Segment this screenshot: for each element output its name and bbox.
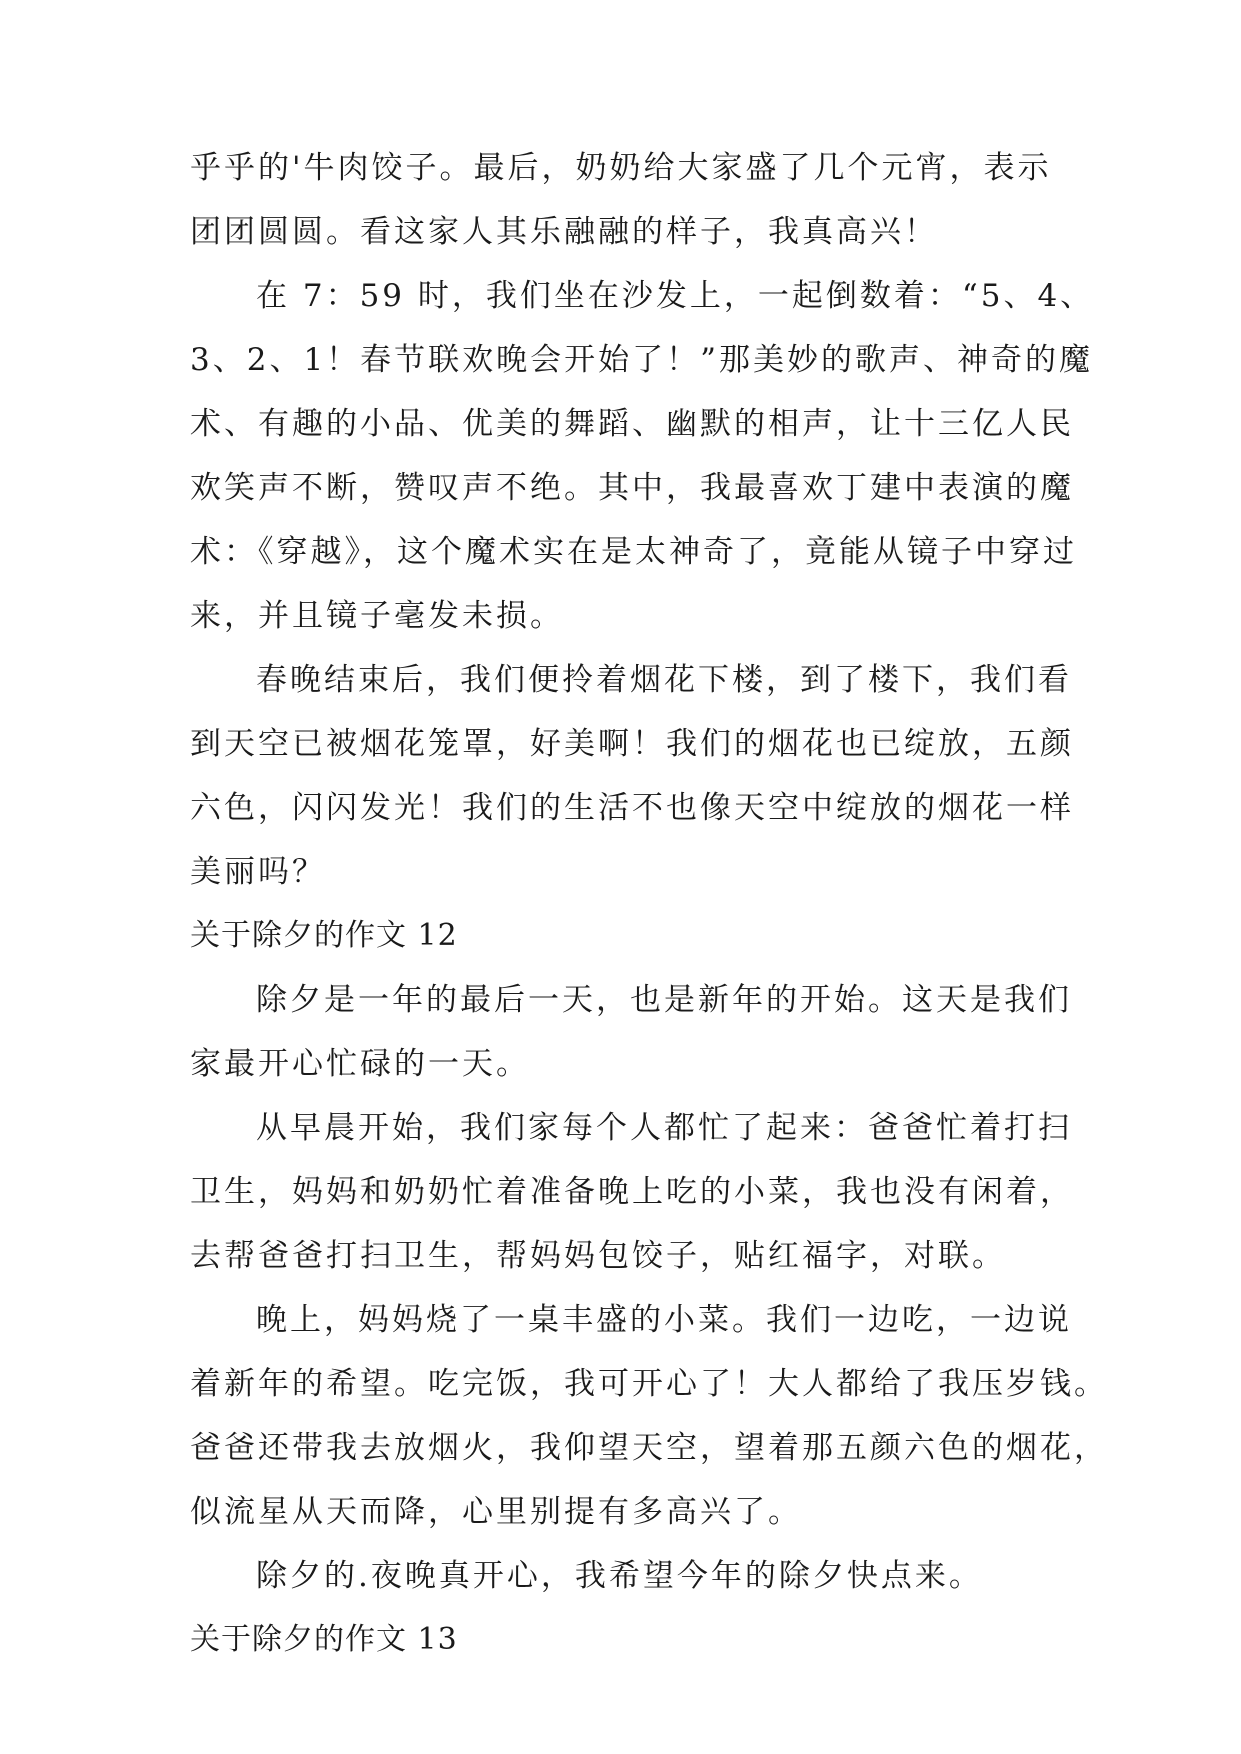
body-line: 似流星从天而降，心里别提有多高兴了。: [190, 1494, 802, 1530]
paragraph-start-line: 在 7：59 时，我们坐在沙发上，一起倒数着：“5、4、: [256, 278, 1095, 314]
section-heading: 关于除夕的作文 13: [190, 1622, 458, 1657]
body-line: 爸爸还带我去放烟火，我仰望天空，望着那五颜六色的烟花，: [190, 1430, 1108, 1466]
paragraph-start-line: 除夕的.夜晚真开心，我希望今年的除夕快点来。: [256, 1558, 983, 1594]
body-line: 六色，闪闪发光！我们的生活不也像天空中绽放的烟花一样: [190, 790, 1074, 826]
body-line: 美丽吗？: [190, 854, 326, 890]
body-line: 术、有趣的小品、优美的舞蹈、幽默的相声，让十三亿人民: [190, 406, 1074, 442]
body-line: 3、2、1！春节联欢晚会开始了！”那美妙的歌声、神奇的魔: [190, 342, 1094, 378]
body-line: 欢笑声不断，赞叹声不绝。其中，我最喜欢丁建中表演的魔: [190, 470, 1074, 506]
body-line: 卫生，妈妈和奶奶忙着准备晚上吃的小菜，我也没有闲着，: [190, 1174, 1074, 1210]
paragraph-start-line: 从早晨开始，我们家每个人都忙了起来：爸爸忙着打扫: [256, 1110, 1072, 1146]
body-line: 去帮爸爸打扫卫生，帮妈妈包饺子，贴红福字，对联。: [190, 1238, 1006, 1274]
body-line: 乎乎的'牛肉饺子。最后，奶奶给大家盛了几个元宵，表示: [190, 150, 1052, 186]
paragraph-start-line: 春晚结束后，我们便拎着烟花下楼，到了楼下，我们看: [256, 662, 1072, 698]
body-line: 来，并且镜子毫发未损。: [190, 598, 564, 634]
body-line: 家最开心忙碌的一天。: [190, 1046, 530, 1082]
body-line: 到天空已被烟花笼罩，好美啊！我们的烟花也已绽放，五颜: [190, 726, 1074, 762]
paragraph-start-line: 晚上，妈妈烧了一桌丰盛的小菜。我们一边吃，一边说: [256, 1302, 1072, 1338]
body-line: 团团圆圆。看这家人其乐融融的样子，我真高兴！: [190, 214, 938, 250]
paragraph-start-line: 除夕是一年的最后一天，也是新年的开始。这天是我们: [256, 982, 1072, 1018]
document-body: [190, 136, 1108, 1672]
body-line: 术：《穿越》，这个魔术实在是太神奇了，竟能从镜子中穿过: [190, 534, 1077, 570]
section-heading: 关于除夕的作文 12: [190, 918, 458, 953]
body-line: 着新年的希望。吃完饭，我可开心了！大人都给了我压岁钱。: [190, 1366, 1108, 1402]
